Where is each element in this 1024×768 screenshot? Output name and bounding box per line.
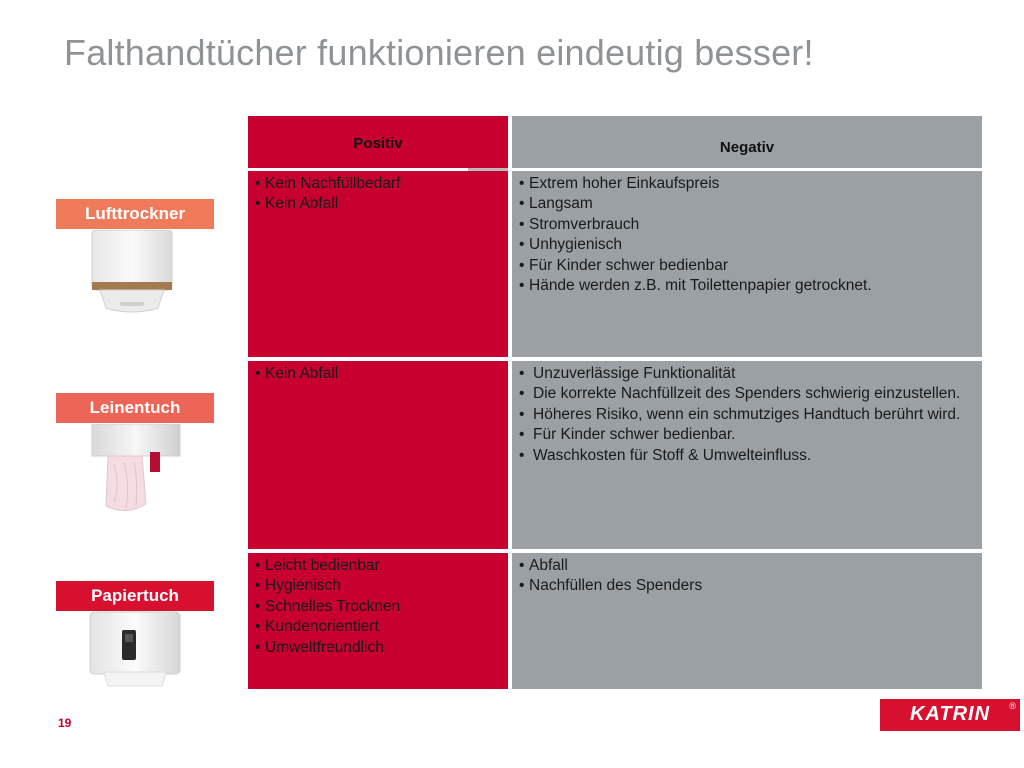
list-item: • Hygienisch (255, 576, 508, 596)
positive-list (255, 174, 508, 215)
row-3-positive-cell (248, 553, 508, 689)
list-item: • Nachfüllen des Spenders (519, 576, 982, 596)
row-2-positive-cell (248, 361, 508, 549)
air-dryer-icon (84, 230, 180, 316)
header-negative: Negativ (512, 116, 982, 168)
list-item: • Unzuverlässige Funktionalität (519, 364, 982, 384)
header-positive: Positiv (248, 116, 508, 168)
row-2-negative-cell (512, 361, 982, 549)
list-item: • Höheres Risiko, wenn ein schmutziges Handtuch berührt wird. (519, 405, 982, 425)
registered-mark: ® (1009, 701, 1016, 711)
label-lufttrockner: Lufttrockner (56, 199, 214, 229)
positive-list (255, 556, 508, 658)
list-item: • Stromverbrauch (519, 215, 982, 235)
negative-list (519, 174, 982, 296)
list-item: • Waschkosten für Stoff & Umwelteinfluss. (519, 446, 982, 466)
linen-towel-dispenser-icon (90, 424, 182, 518)
list-item: • Langsam (519, 194, 982, 214)
list-item: • Für Kinder schwer bedienbar. (519, 425, 982, 445)
paper-towel-dispenser-icon (84, 610, 186, 688)
list-item: • Extrem hoher Einkaufspreis (519, 174, 982, 194)
negative-list (519, 556, 982, 597)
negative-list (519, 364, 982, 466)
row-1-positive-cell (248, 171, 508, 357)
list-item: • Unhygienisch (519, 235, 982, 255)
list-item: • Kein Abfall (255, 194, 508, 214)
list-item: • Kein Nachfüllbedarf (255, 174, 508, 194)
slide-title: Falthandtücher funktionieren eindeutig besser! (64, 32, 814, 73)
positive-list (255, 364, 508, 384)
page-number: 19 (58, 716, 72, 730)
logo-text: KATRIN (909, 703, 991, 725)
list-item: • Kundenorientiert (255, 617, 508, 637)
row-1-negative-cell (512, 171, 982, 357)
label-leinentuch: Leinentuch (56, 393, 214, 423)
row-3-negative-cell (512, 553, 982, 689)
list-item: • Abfall (519, 556, 982, 576)
list-item: • Umweltfreundlich (255, 638, 508, 658)
list-item: • Kein Abfall (255, 364, 508, 384)
list-item: • Leicht bedienbar (255, 556, 508, 576)
katrin-logo (880, 699, 1020, 731)
list-item: • Für Kinder schwer bedienbar (519, 256, 982, 276)
label-papiertuch: Papiertuch (56, 581, 214, 611)
list-item: • Hände werden z.B. mit Toilettenpapier getrocknet. (519, 276, 982, 296)
list-item: • Schnelles Trocknen (255, 597, 508, 617)
list-item: • Die korrekte Nachfüllzeit des Spenders schwierig einzustellen. (519, 384, 982, 404)
